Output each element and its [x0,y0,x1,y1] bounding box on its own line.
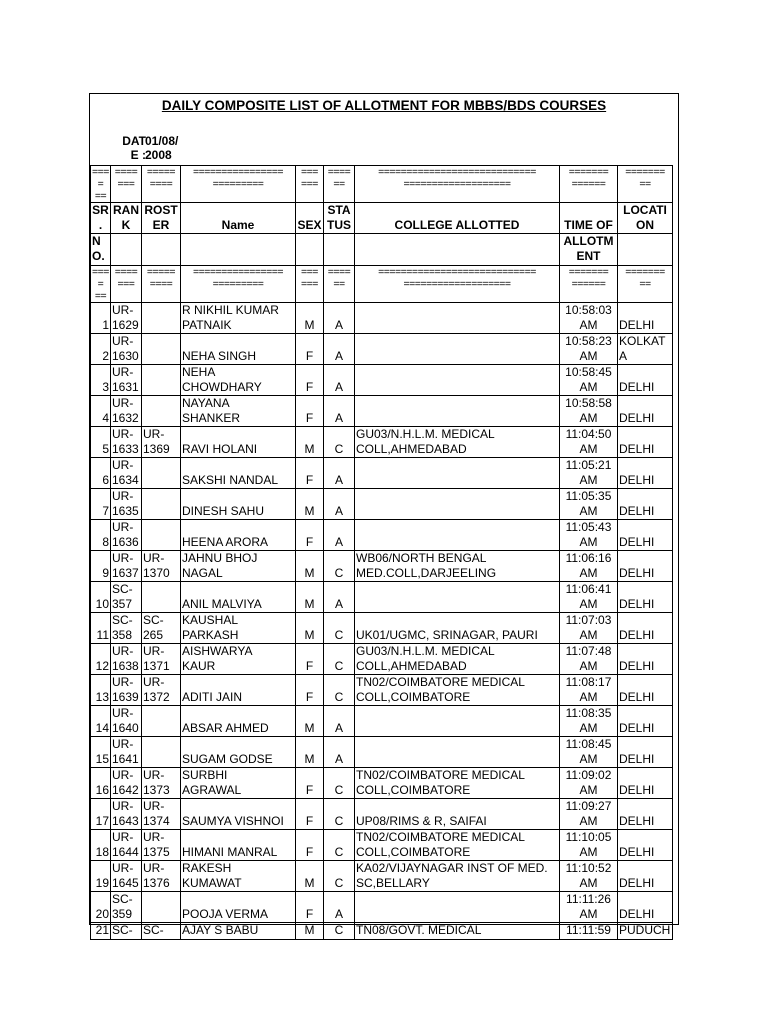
separator-cell: === === [296,266,324,303]
cell-rank: UR- 1632 [111,396,142,427]
cell-roster: SC- 265 [142,613,181,644]
cell-status: A [324,396,355,427]
cell-location: KOLKAT A [618,334,673,365]
cell-rank: UR- 1642 [111,768,142,799]
cell-roster: UR- 1371 [142,644,181,675]
cell-college: WB06/NORTH BENGAL MED.COLL,DARJEELING [355,551,560,582]
cell-rank: SC- 357 [111,582,142,613]
table-row [91,458,673,489]
cell-sex: M [296,737,324,768]
cell-name: SURBHI AGRAWAL [181,768,296,799]
cell-status: A [324,334,355,365]
header-college: COLLEGE ALLOTTED [355,203,560,234]
cell-college [355,396,560,427]
header-sr: SR . [92,203,109,232]
cell-name: SAKSHI NANDAL [181,458,296,489]
cell-college: TN08/GOVT. MEDICAL [355,923,560,940]
cell-sr: 1 [91,303,111,334]
cell-rank: UR- 1638 [111,644,142,675]
cell-time: 11:09:02 AM [560,768,618,799]
cell-location: DELHI [618,613,673,644]
cell-status: A [324,365,355,396]
cell-status: C [324,613,355,644]
cell-name: ADITI JAIN [181,675,296,706]
cell-roster [142,334,181,365]
cell-location: DELHI [618,396,673,427]
header-time: TIME OF [560,203,618,234]
cell-college [355,737,560,768]
cell-name: NEHA CHOWDHARY [181,365,296,396]
header-blank [111,234,142,266]
cell-sex: M [296,613,324,644]
header-blank [618,234,673,266]
cell-roster: UR- 1373 [142,768,181,799]
separator-cell: ============================ =================== [355,266,560,303]
cell-status: A [324,582,355,613]
cell-sex: F [296,675,324,706]
table-row [91,861,673,892]
cell-sr: 5 [91,427,111,458]
separator-cell: ===== ==== [142,166,181,203]
separator-cell: ==== == [324,166,355,203]
cell-sr: 10 [91,582,111,613]
cell-sr: 20 [91,892,111,923]
cell-roster [142,582,181,613]
date-label: DAT E : [122,134,146,162]
cell-time: 10:58:58 AM [560,396,618,427]
table-row [91,520,673,551]
cell-sr: 11 [91,613,111,644]
cell-location: DELHI [618,489,673,520]
separator-cell: === === [296,166,324,203]
cell-college: TN02/COIMBATORE MEDICAL COLL,COIMBATORE [355,768,560,799]
cell-location: DELHI [618,861,673,892]
cell-college [355,458,560,489]
cell-sex: M [296,923,324,940]
cell-time: 11:05:35 AM [560,489,618,520]
cell-roster: UR- 1370 [142,551,181,582]
cell-name: RAVI HOLANI [181,427,296,458]
header-row-2 [91,234,673,266]
cell-location: DELHI [618,644,673,675]
cell-time: 11:11:26 AM [560,892,618,923]
cell-college: UP08/RIMS & R, SAIFAI [355,799,560,830]
cell-college [355,892,560,923]
cell-name: RAKESH KUMAWAT [181,861,296,892]
cell-name: POOJA VERMA [181,892,296,923]
cell-rank: UR- 1645 [111,861,142,892]
cell-college [355,520,560,551]
separator-cell: ==== === [111,166,142,203]
cell-sex: F [296,365,324,396]
cell-rank: UR- 1644 [111,830,142,861]
cell-sex: F [296,768,324,799]
cell-name: R NIKHIL KUMAR PATNAIK [181,303,296,334]
cell-time: 10:58:45 AM [560,365,618,396]
cell-college [355,706,560,737]
cell-location: DELHI [618,737,673,768]
cell-roster: SC- [142,923,181,940]
separator-cell: ================ ========= [181,166,296,203]
cell-sex: F [296,334,324,365]
cell-name: HEENA ARORA [181,520,296,551]
cell-sex: M [296,427,324,458]
cell-status: C [324,427,355,458]
cell-status: C [324,675,355,706]
cell-status: A [324,489,355,520]
cell-roster [142,520,181,551]
cell-sr: 3 [91,365,111,396]
cell-status: C [324,768,355,799]
table-row [91,892,673,923]
cell-location: DELHI [618,799,673,830]
cell-roster [142,303,181,334]
cell-name: NEHA SINGH [181,334,296,365]
cell-sex: F [296,520,324,551]
table-row [91,396,673,427]
cell-status: C [324,861,355,892]
cell-roster: UR- 1372 [142,675,181,706]
cell-location: DELHI [618,892,673,923]
cell-rank: SC- [111,923,142,940]
cell-sr: 4 [91,396,111,427]
cell-time: 10:58:23 AM [560,334,618,365]
separator-cell: ======= == [618,266,673,303]
cell-time: 11:04:50 AM [560,427,618,458]
cell-college: TN02/COIMBATORE MEDICAL COLL,COIMBATORE [355,675,560,706]
header-rank: RAN K [111,203,142,234]
cell-name: AISHWARYA KAUR [181,644,296,675]
header-row [91,203,673,234]
header-sex: SEX [296,203,324,234]
cell-status: C [324,830,355,861]
table-row [91,737,673,768]
table-row [91,303,673,334]
table-row [91,551,673,582]
cell-roster [142,737,181,768]
cell-rank: UR- 1630 [111,334,142,365]
cell-college [355,365,560,396]
cell-roster [142,365,181,396]
cell-sr: 12 [91,644,111,675]
cell-time: 11:06:41 AM [560,582,618,613]
cell-sr: 13 [91,675,111,706]
table-row [91,613,673,644]
cell-time: 11:07:48 AM [560,644,618,675]
separator-cell: ==== == [324,266,355,303]
cell-time: 11:10:05 AM [560,830,618,861]
cell-time: 11:08:17 AM [560,675,618,706]
cell-rank: UR- 1637 [111,551,142,582]
cell-time: 11:05:43 AM [560,520,618,551]
cell-sex: F [296,892,324,923]
header-blank [181,234,296,266]
cell-sex: M [296,861,324,892]
cell-location: DELHI [618,551,673,582]
cell-rank: UR- 1643 [111,799,142,830]
table-row [91,489,673,520]
cell-sex: F [296,458,324,489]
cell-location: DELHI [618,427,673,458]
table-row [91,923,673,940]
cell-location: DELHI [618,458,673,489]
cell-name: SUGAM GODSE [181,737,296,768]
cell-sr: 15 [91,737,111,768]
cell-status: C [324,799,355,830]
cell-sr: 6 [91,458,111,489]
cell-rank: UR- 1633 [111,427,142,458]
cell-sex: M [296,706,324,737]
cell-location: DELHI [618,582,673,613]
table-row [91,675,673,706]
cell-college: TN02/COIMBATORE MEDICAL COLL,COIMBATORE [355,830,560,861]
cell-sr: 2 [91,334,111,365]
cell-status: A [324,458,355,489]
table-row [91,582,673,613]
cell-status: A [324,892,355,923]
header-roster: ROST ER [142,203,181,234]
cell-name: JAHNU BHOJ NAGAL [181,551,296,582]
cell-location: DELHI [618,303,673,334]
cell-location: DELHI [618,768,673,799]
cell-college [355,582,560,613]
cell-location: DELHI [618,830,673,861]
cell-name: HIMANI MANRAL [181,830,296,861]
cell-roster: UR- 1376 [142,861,181,892]
table-row [91,334,673,365]
separator-row-bottom [91,266,673,303]
cell-roster: UR- 1375 [142,830,181,861]
cell-sr: 14 [91,706,111,737]
header-location: LOCATI ON [618,203,673,234]
cell-rank: UR- 1641 [111,737,142,768]
cell-rank: UR- 1640 [111,706,142,737]
cell-sex: M [296,489,324,520]
table-row [91,644,673,675]
cell-college: GU03/N.H.L.M. MEDICAL COLL,AHMEDABAD [355,427,560,458]
cell-roster [142,396,181,427]
table-row [91,427,673,458]
cell-rank: UR- 1631 [111,365,142,396]
cell-roster [142,458,181,489]
cell-college: KA02/VIJAYNAGAR INST OF MED. SC,BELLARY [355,861,560,892]
cell-name: NAYANA SHANKER [181,396,296,427]
cell-sr: 16 [91,768,111,799]
table-row [91,799,673,830]
separator-cell: ======= ====== [560,166,618,203]
allotment-sheet [89,93,679,937]
cell-rank: UR- 1636 [111,520,142,551]
cell-rank: UR- 1634 [111,458,142,489]
cell-sex: M [296,303,324,334]
cell-college: GU03/N.H.L.M. MEDICAL COLL,AHMEDABAD [355,644,560,675]
cell-sr: 19 [91,861,111,892]
cell-time: 11:08:35 AM [560,706,618,737]
cell-status: C [324,644,355,675]
separator-cell: ===== ==== [142,266,181,303]
cell-time: 11:11:59 [560,923,618,940]
cell-college: UK01/UGMC, SRINAGAR, PAURI [355,613,560,644]
cell-roster [142,706,181,737]
cell-location: DELHI [618,365,673,396]
header-sr-no: N O. [91,234,111,266]
cell-sr: 9 [91,551,111,582]
separator-cell: ==== == [92,166,109,202]
cell-status: C [324,923,355,940]
cell-time: 10:58:03 AM [560,303,618,334]
page-title: DAILY COMPOSITE LIST OF ALLOTMENT FOR MBBS/BDS COURSES [161,98,607,113]
header-blank [324,234,355,266]
cell-status: C [324,551,355,582]
table-row [91,706,673,737]
cell-time: 11:09:27 AM [560,799,618,830]
cell-rank: UR- 1629 [111,303,142,334]
header-name: Name [181,203,296,234]
cell-sr: 7 [91,489,111,520]
cell-sex: F [296,396,324,427]
cell-time: 11:10:52 AM [560,861,618,892]
date-value: 01/08/ 2008 [145,134,179,162]
cell-college [355,303,560,334]
header-status: STA TUS [324,203,355,234]
separator-cell: ==== === [111,266,142,303]
cell-location: DELHI [618,706,673,737]
cell-time: 11:06:16 AM [560,551,618,582]
cell-college [355,334,560,365]
cell-name: ABSAR AHMED [181,706,296,737]
header-blank [355,234,560,266]
cell-sex: F [296,644,324,675]
cell-rank: SC- 358 [111,613,142,644]
cell-roster: UR- 1369 [142,427,181,458]
cell-name: DINESH SAHU [181,489,296,520]
separator-row-top [91,166,673,203]
separator-cell: ======= ====== [560,266,618,303]
cell-roster [142,892,181,923]
cell-status: A [324,706,355,737]
separator-cell: ======= == [618,166,673,203]
cell-rank: UR- 1635 [111,489,142,520]
cell-location: DELHI [618,675,673,706]
separator-cell: ============================ =================== [355,166,560,203]
cell-sr: 17 [91,799,111,830]
separator-cell: ==== == [92,266,109,302]
cell-sex: F [296,799,324,830]
cell-sr: 8 [91,520,111,551]
cell-roster: UR- 1374 [142,799,181,830]
cell-name: SAUMYA VISHNOI [181,799,296,830]
cell-name: AJAY S BABU [181,923,296,940]
cell-status: A [324,737,355,768]
cell-status: A [324,520,355,551]
table-row [91,830,673,861]
cell-sex: M [296,551,324,582]
allotment-table [90,165,673,940]
cell-name: KAUSHAL PARKASH [181,613,296,644]
cell-time: 11:05:21 AM [560,458,618,489]
cell-status: A [324,303,355,334]
cell-sex: F [296,830,324,861]
cell-location: DELHI [618,520,673,551]
header-blank [296,234,324,266]
separator-cell: ================ ========= [181,266,296,303]
cell-roster [142,489,181,520]
cell-location: PUDUCH [618,923,673,940]
cell-college [355,489,560,520]
cell-sex: M [296,582,324,613]
cell-rank: UR- 1639 [111,675,142,706]
cell-sr: 21 [91,923,111,940]
cell-time: 11:07:03 AM [560,613,618,644]
table-row [91,365,673,396]
table-row [91,768,673,799]
header-time-allotment: ALLOTM ENT [560,234,618,266]
cell-rank: SC- 359 [111,892,142,923]
cell-time: 11:08:45 AM [560,737,618,768]
cell-name: ANIL MALVIYA [181,582,296,613]
header-blank [142,234,181,266]
cell-sr: 18 [91,830,111,861]
